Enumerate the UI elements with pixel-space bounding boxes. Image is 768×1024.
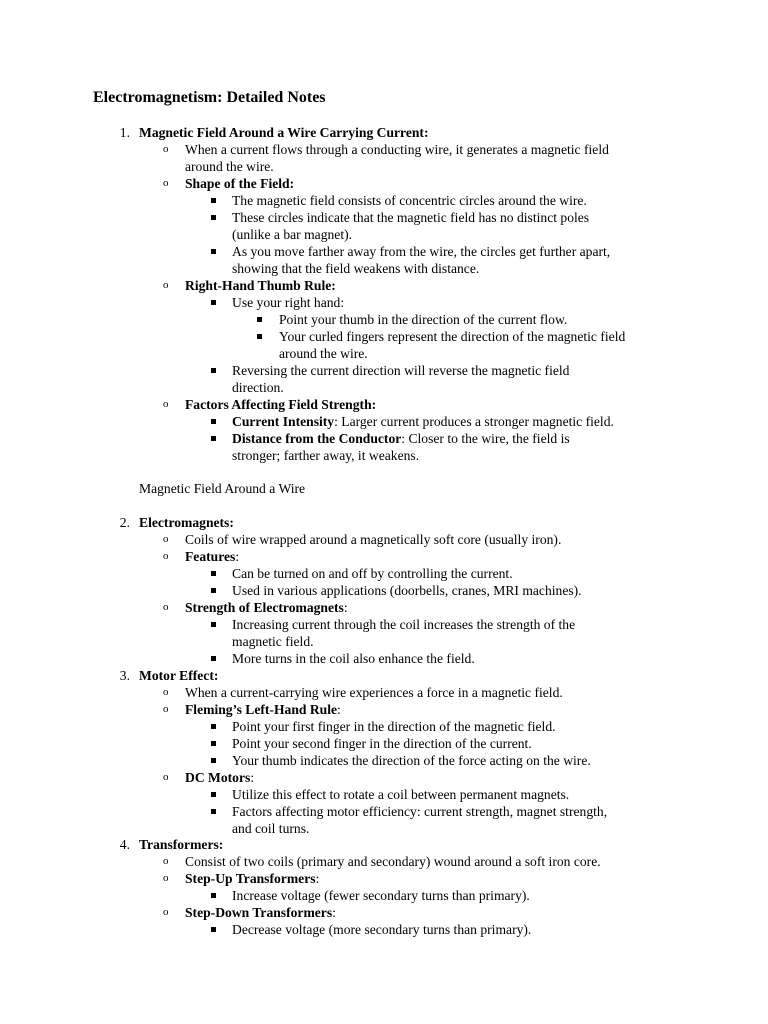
list-item-text bbox=[232, 413, 614, 430]
subheading bbox=[185, 870, 319, 887]
square-bullet-icon bbox=[211, 588, 216, 593]
square-bullet-icon bbox=[211, 300, 216, 305]
circle-bullet-icon: o bbox=[163, 703, 169, 715]
section-heading: Transformers: bbox=[139, 837, 224, 852]
list-item-text: More turns in the coil also enhance the field. bbox=[232, 651, 475, 666]
list-item-text: and coil turns. bbox=[232, 821, 310, 836]
section-heading: Motor Effect: bbox=[139, 668, 219, 683]
colon: : bbox=[343, 600, 348, 615]
square-bullet-icon bbox=[211, 622, 216, 627]
list-item-text: The magnetic field consists of concentric circles around the wire. bbox=[232, 193, 587, 208]
circle-bullet-icon: o bbox=[163, 906, 169, 918]
subheading-label: Step-Up Transformers bbox=[185, 871, 316, 886]
square-bullet-icon bbox=[211, 368, 216, 373]
list-item-text: Point your first finger in the direction of the magnetic field. bbox=[232, 719, 556, 734]
circle-bullet-icon: o bbox=[163, 143, 169, 155]
list-item-text: Your curled fingers represent the direction of the magnetic field bbox=[279, 329, 626, 344]
circle-bullet-icon: o bbox=[163, 398, 169, 410]
square-bullet-icon bbox=[211, 724, 216, 729]
list-item-text: Use your right hand: bbox=[232, 295, 345, 310]
list-item-text: Point your thumb in the direction of the current flow. bbox=[279, 312, 568, 327]
square-bullet-icon bbox=[211, 656, 216, 661]
list-item-text: When a current-carrying wire experiences a force in a magnetic field. bbox=[185, 685, 563, 700]
subheading-label: DC Motors bbox=[185, 770, 251, 785]
square-bullet-icon bbox=[211, 758, 216, 763]
list-item-text bbox=[232, 430, 570, 447]
section-heading: Magnetic Field Around a Wire Carrying Current: bbox=[139, 125, 429, 140]
term: Current Intensity bbox=[232, 414, 335, 429]
list-item-text: Factors affecting motor efficiency: current strength, magnet strength, bbox=[232, 804, 608, 819]
circle-bullet-icon: o bbox=[163, 550, 169, 562]
colon: : bbox=[235, 549, 240, 564]
list-item-text: Utilize this effect to rotate a coil between permanent magnets. bbox=[232, 787, 570, 802]
subheading bbox=[185, 599, 348, 616]
square-bullet-icon bbox=[211, 741, 216, 746]
square-bullet-icon bbox=[211, 436, 216, 441]
square-bullet-icon bbox=[211, 198, 216, 203]
subheading-label: Step-Down Transformers bbox=[185, 905, 333, 920]
list-item-text: Point your second finger in the direction of the current. bbox=[232, 736, 532, 751]
list-item-text: Increase voltage (fewer secondary turns than primary). bbox=[232, 888, 530, 903]
list-item-text: These circles indicate that the magnetic field has no distinct poles bbox=[232, 210, 590, 225]
circle-bullet-icon: o bbox=[163, 771, 169, 783]
list-item-text: stronger; farther away, it weakens. bbox=[232, 448, 420, 463]
square-bullet-icon bbox=[211, 419, 216, 424]
list-item-text: When a current flows through a conducting wire, it generates a magnetic field bbox=[185, 142, 609, 157]
list-item-text: magnetic field. bbox=[232, 634, 314, 649]
subheading bbox=[185, 701, 341, 718]
subheading-label: Fleming’s Left-Hand Rule bbox=[185, 702, 338, 717]
subheading: Factors Affecting Field Strength: bbox=[185, 397, 377, 412]
section-number: 1. bbox=[119, 125, 130, 140]
list-item-text: showing that the field weakens with distance. bbox=[232, 261, 480, 276]
list-item-text: Coils of wire wrapped around a magnetically soft core (usually iron). bbox=[185, 532, 562, 547]
circle-bullet-icon: o bbox=[163, 855, 169, 867]
colon: : bbox=[337, 702, 341, 717]
subheading-label: Strength of Electromagnets bbox=[185, 600, 344, 615]
section-number: 4. bbox=[119, 837, 130, 852]
list-item-text: around the wire. bbox=[279, 346, 368, 361]
circle-bullet-icon: o bbox=[163, 686, 169, 698]
square-bullet-icon bbox=[211, 792, 216, 797]
subheading bbox=[185, 769, 254, 786]
term-description: : Closer to the wire, the field is bbox=[401, 431, 570, 446]
subheading-label: Features bbox=[185, 549, 236, 564]
section-number: 2. bbox=[119, 515, 130, 530]
circle-bullet-icon: o bbox=[163, 177, 169, 189]
term: Distance from the Conductor bbox=[232, 431, 402, 446]
list-item-text: Consist of two coils (primary and secondary) wound around a soft iron core. bbox=[185, 854, 601, 869]
square-bullet-icon bbox=[211, 249, 216, 254]
square-bullet-icon bbox=[211, 809, 216, 814]
square-bullet-icon bbox=[257, 334, 262, 339]
figure-caption: Magnetic Field Around a Wire bbox=[139, 481, 306, 496]
circle-bullet-icon: o bbox=[163, 533, 169, 545]
section-heading: Electromagnets: bbox=[139, 515, 234, 530]
list-item-text: Decrease voltage (more secondary turns than primary). bbox=[232, 922, 532, 937]
list-item-text: Used in various applications (doorbells, cranes, MRI machines). bbox=[232, 583, 582, 598]
square-bullet-icon bbox=[257, 317, 262, 322]
colon: : bbox=[250, 770, 255, 785]
list-item-text: Can be turned on and off by controlling the current. bbox=[232, 566, 513, 581]
circle-bullet-icon: o bbox=[163, 279, 169, 291]
list-item-text: Increasing current through the coil increases the strength of the bbox=[232, 617, 576, 632]
subheading bbox=[185, 548, 239, 565]
list-item-text: Your thumb indicates the direction of the force acting on the wire. bbox=[232, 753, 591, 768]
subheading: Right-Hand Thumb Rule: bbox=[185, 278, 336, 293]
list-item-text: (unlike a bar magnet). bbox=[232, 227, 353, 242]
square-bullet-icon bbox=[211, 927, 216, 932]
colon: : bbox=[315, 871, 320, 886]
section-number: 3. bbox=[119, 668, 130, 683]
list-item-text: around the wire. bbox=[185, 159, 274, 174]
list-item-text: Reversing the current direction will reverse the magnetic field bbox=[232, 363, 570, 378]
circle-bullet-icon: o bbox=[163, 601, 169, 613]
colon: : bbox=[332, 905, 336, 920]
square-bullet-icon bbox=[211, 215, 216, 220]
list-item-text: direction. bbox=[232, 380, 284, 395]
square-bullet-icon bbox=[211, 571, 216, 576]
list-item-text: As you move farther away from the wire, the circles get further apart, bbox=[232, 244, 611, 259]
page-title: Electromagnetism: Detailed Notes bbox=[93, 89, 326, 106]
square-bullet-icon bbox=[211, 893, 216, 898]
subheading bbox=[185, 904, 336, 921]
circle-bullet-icon: o bbox=[163, 872, 169, 884]
term-description: : Larger current produces a stronger magnetic field. bbox=[334, 414, 614, 429]
subheading: Shape of the Field: bbox=[185, 176, 295, 191]
